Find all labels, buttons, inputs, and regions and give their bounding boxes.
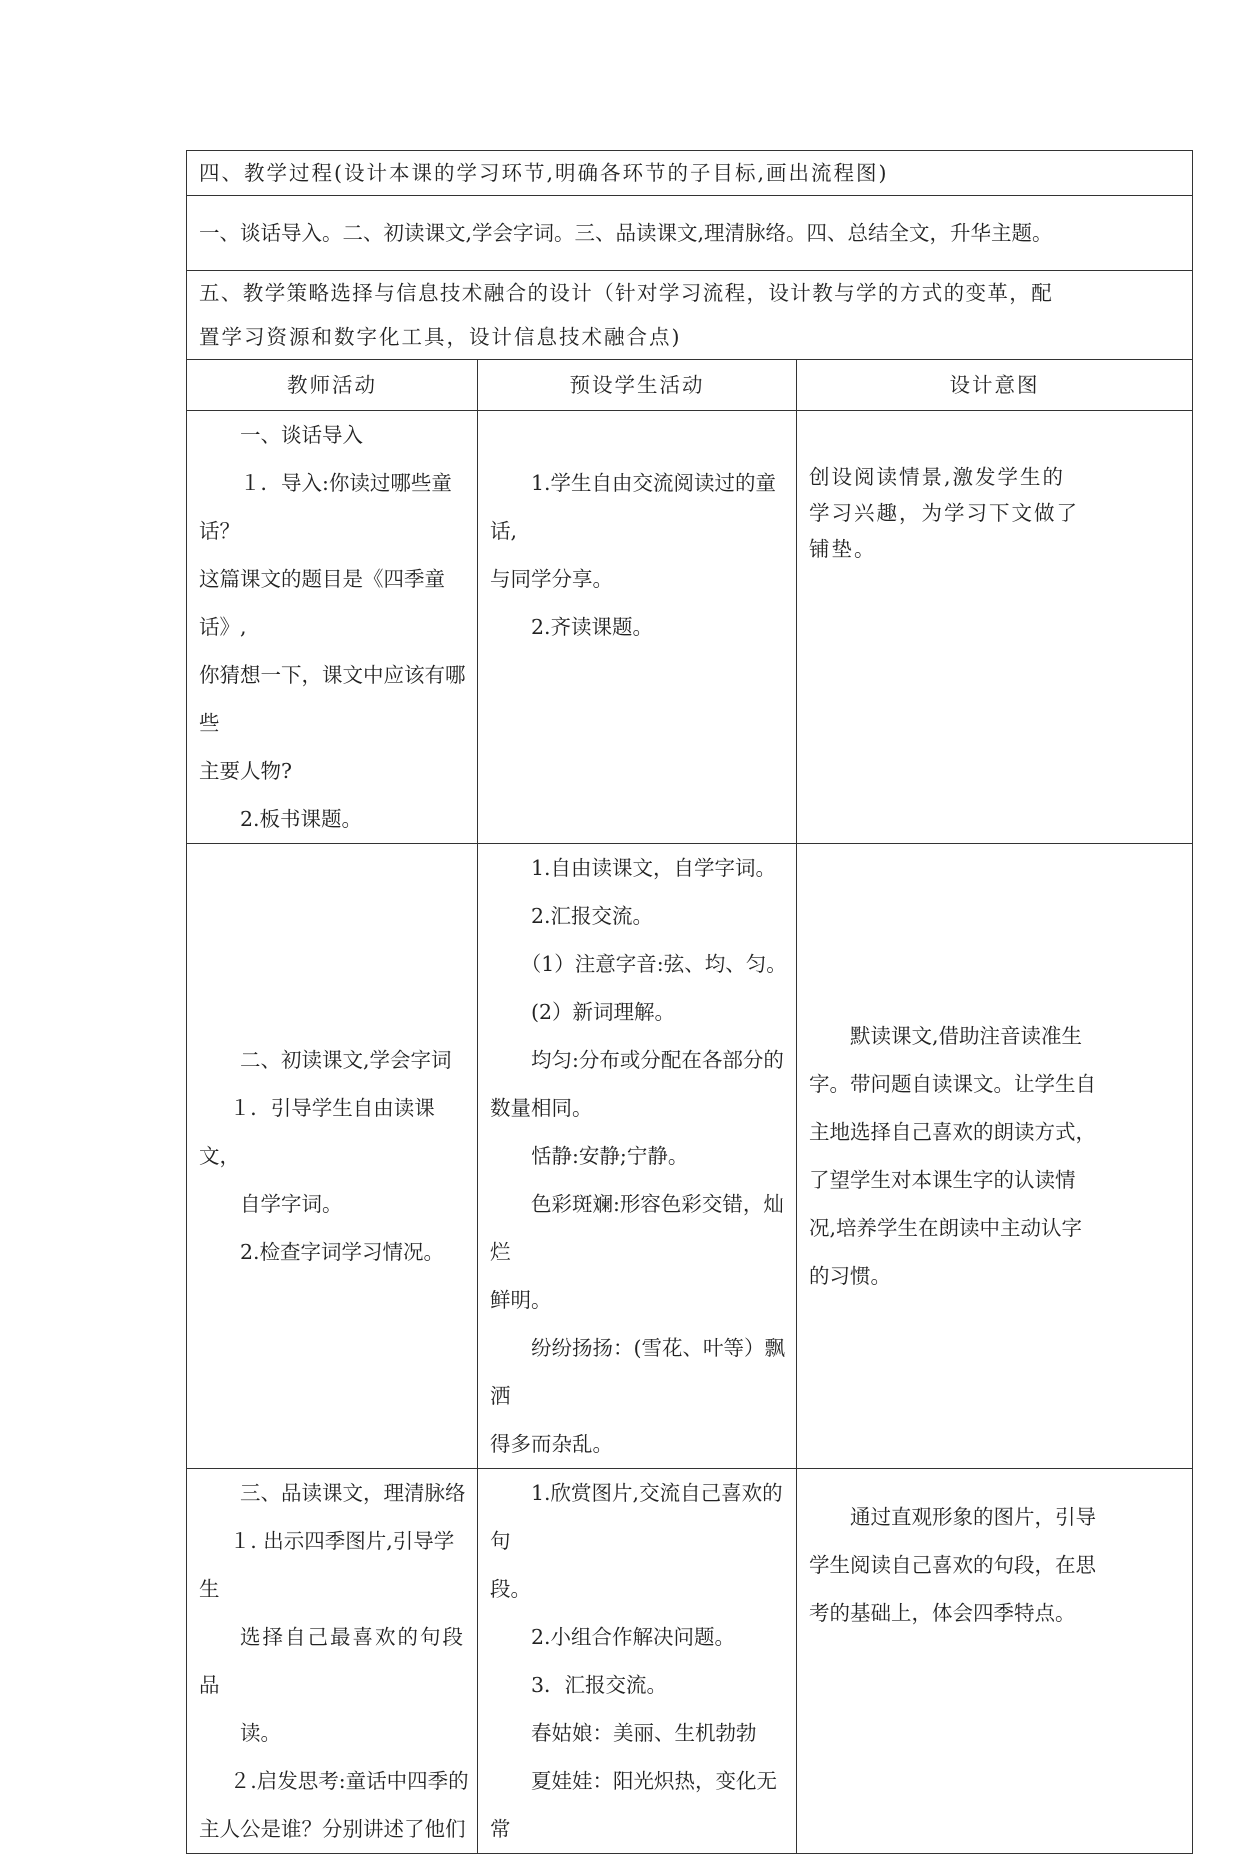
student-activity-cell [478, 1469, 797, 1854]
design-intent-cell [797, 1469, 1193, 1854]
section4-title-row [187, 151, 1193, 196]
teacher-line: 2.检查字词学习情况。 [240, 1240, 445, 1264]
intent-line: 了望学生对本课生字的认读情 [809, 1168, 1076, 1192]
student-line: 2.小组合作解决问题。 [531, 1625, 736, 1649]
section4-content-row [187, 196, 1193, 271]
section5-title [187, 271, 1193, 360]
section4-content: 一、谈话导入。二、初读课文,学会字词。三、品读课文,理清脉络。四、总结全文，升华主题。 [187, 196, 1193, 271]
intent-line: 默读课文,借助注音读准生 [850, 1024, 1083, 1048]
intent-line: 学习兴趣，为学习下文做了 [809, 501, 1079, 525]
student-line: 2.齐读课题。 [531, 615, 654, 639]
student-line: 1.欣赏图片,交流自己喜欢的句 [490, 1481, 783, 1553]
section5-title-row [187, 271, 1193, 360]
student-line: （1）注意字音:弦、均、匀。 [520, 952, 787, 976]
student-line: 1.学生自由交流阅读过的童话, [490, 471, 777, 543]
student-line: 数量相同。 [490, 1096, 593, 1120]
teacher-activity-cell [187, 411, 478, 844]
intent-line: 铺垫。 [809, 537, 877, 561]
teacher-line: 主人公是谁？分别讲述了他们 [199, 1817, 466, 1841]
teacher-line: ２.启发思考:童话中四季的 [229, 1769, 469, 1793]
teacher-line: 主要人物? [199, 759, 292, 783]
intent-line: 字。带问题自读课文。让学生自 [809, 1072, 1096, 1096]
header-design-intent: 设计意图 [797, 360, 1193, 411]
student-activity-cell [478, 411, 797, 844]
section4-title: 四、教学过程(设计本课的学习环节,明确各环节的子目标,画出流程图) [187, 151, 1193, 196]
design-intent-cell [797, 411, 1193, 844]
table-row [187, 844, 1193, 1469]
student-line: 段。 [490, 1577, 531, 1601]
teacher-line: １. 出示四季图片,引导学生 [199, 1529, 455, 1601]
student-line: 1.自由读课文，自学字词。 [531, 856, 777, 880]
teacher-line: 2.板书课题。 [240, 807, 363, 831]
student-line: 纷纷扬扬：(雪花、叶等）飘洒 [490, 1336, 785, 1408]
table-header-row [187, 360, 1193, 411]
student-line: 3．汇报交流。 [531, 1673, 668, 1697]
student-line: 与同学分享。 [490, 567, 613, 591]
teacher-line: 二、初读课文,学会字词 [240, 1048, 452, 1072]
design-intent-cell [797, 844, 1193, 1469]
student-line: 鲜明。 [490, 1288, 552, 1312]
intent-line: 创设阅读情景,激发学生的 [809, 465, 1066, 489]
header-teacher-activity: 教师活动 [187, 360, 478, 411]
table-row [187, 411, 1193, 844]
student-line: 春姑娘：美丽、生机勃勃 [531, 1721, 757, 1745]
lesson-plan-page [186, 150, 1192, 1854]
intent-line: 况,培养学生在朗读中主动认字 [809, 1216, 1083, 1240]
student-line: 得多而杂乱。 [490, 1432, 613, 1456]
teacher-line: １．导入:你读过哪些童话？ [199, 471, 452, 543]
teacher-activity-cell [187, 844, 478, 1469]
header-student-activity: 预设学生活动 [478, 360, 797, 411]
student-activity-cell [478, 844, 797, 1469]
student-line: 色彩斑斓:形容色彩交错，灿烂 [490, 1192, 784, 1264]
teacher-line: 这篇课文的题目是《四季童话》, [199, 567, 445, 639]
intent-line: 考的基础上，体会四季特点。 [809, 1601, 1076, 1625]
teacher-line: 读。 [240, 1721, 281, 1745]
teacher-line: 自学字词。 [240, 1192, 343, 1216]
lesson-plan-table [186, 150, 1193, 1854]
section5-title-line1: 五、教学策略选择与信息技术融合的设计（针对学习流程，设计教与学的方式的变革，配 [199, 281, 1054, 305]
student-line: 恬静:安静;宁静。 [531, 1144, 689, 1168]
intent-line: 主地选择自己喜欢的朗读方式， [809, 1120, 1096, 1144]
table-row [187, 1469, 1193, 1854]
section5-title-line2: 置学习资源和数字化工具，设计信息技术融合点) [199, 325, 682, 349]
intent-line: 学生阅读自己喜欢的句段，在思 [809, 1553, 1096, 1577]
intent-line: 的习惯。 [809, 1264, 891, 1288]
intent-line: 通过直观形象的图片，引导 [850, 1505, 1096, 1529]
teacher-line: 你猜想一下，课文中应该有哪些 [199, 663, 466, 735]
teacher-line: １．引导学生自由读课文， [199, 1096, 435, 1168]
teacher-line: 选择自己最喜欢的句段品 [199, 1625, 465, 1697]
teacher-line: 一、谈话导入 [240, 423, 363, 447]
student-line: 均匀:分布或分配在各部分的 [531, 1048, 784, 1072]
student-line: 2.汇报交流。 [531, 904, 654, 928]
teacher-activity-cell [187, 1469, 478, 1854]
student-line: (2）新词理解。 [531, 1000, 676, 1024]
teacher-line: 三、品读课文，理清脉络 [240, 1481, 466, 1505]
student-line: 夏娃娃：阳光炽热，变化无常 [490, 1769, 777, 1841]
